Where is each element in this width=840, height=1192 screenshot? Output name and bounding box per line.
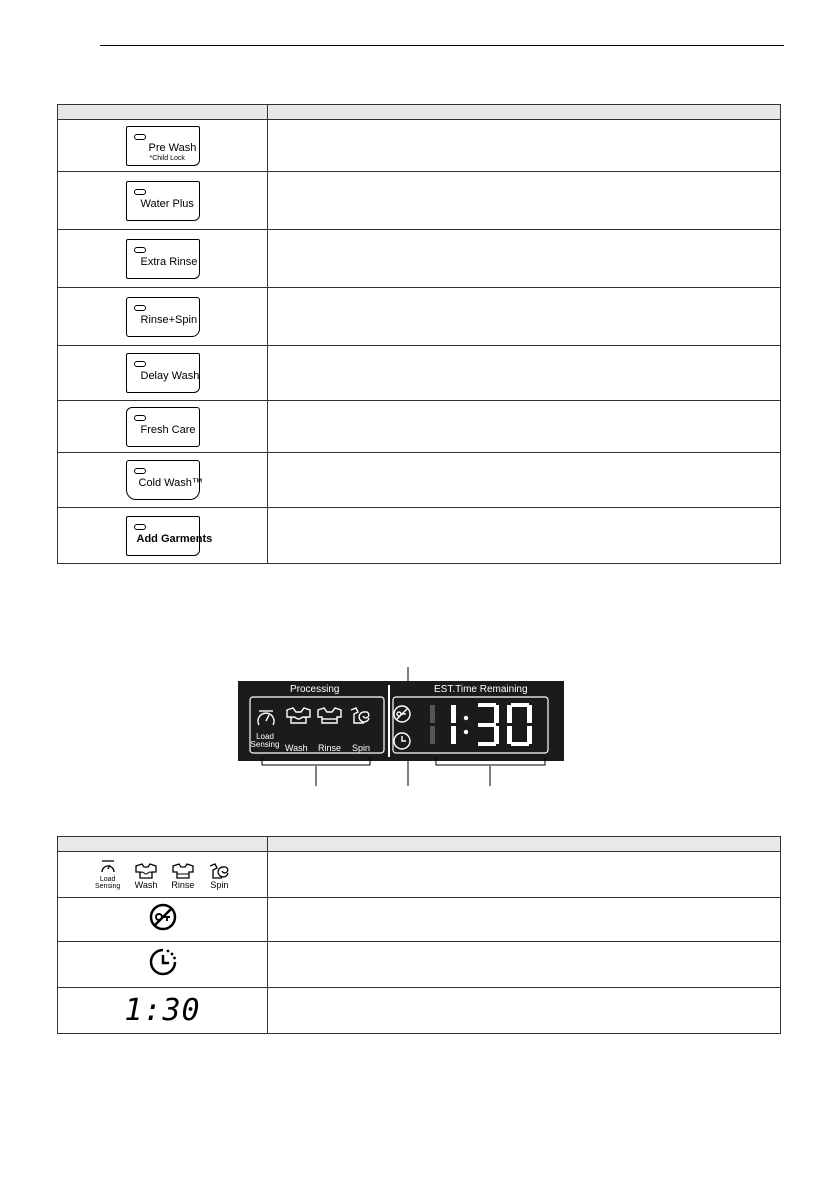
- description-cell: [268, 988, 781, 1034]
- button-label: Add Garments: [136, 532, 213, 545]
- time-hour-digit: [451, 705, 456, 744]
- button-label: Cold Wash™: [138, 477, 203, 489]
- stage-label: Load Sensing: [95, 875, 121, 890]
- description-cell: [268, 942, 781, 988]
- description-cell: [268, 852, 781, 898]
- rinse-icon: [172, 863, 194, 879]
- time-display-sample: 1:30: [124, 993, 201, 1028]
- description-cell: [268, 898, 781, 942]
- stage-label-rinse: Rinse: [318, 743, 342, 753]
- rinse-icon: [318, 708, 341, 723]
- wash-icon: [135, 863, 157, 879]
- time-minute-tens: [478, 703, 499, 746]
- delay-timer-icon: [147, 946, 179, 978]
- button-label: Pre Wash: [148, 141, 197, 154]
- button-label: Water Plus: [140, 197, 194, 210]
- stage-label: Rinse: [171, 879, 195, 890]
- control-display-panel: [238, 681, 564, 761]
- time-remaining-label: EST.Time Remaining: [434, 684, 528, 695]
- stage-label-wash: Wash: [285, 743, 308, 753]
- stage-icons-row: [58, 860, 267, 890]
- time-minute-ones: [507, 703, 532, 746]
- table-header-cell: [58, 837, 268, 852]
- load-sensing-icon: [258, 711, 274, 725]
- time-dim-digit: [430, 705, 435, 744]
- button-sublabel: *Child Lock: [149, 154, 185, 162]
- stage-label-load-sensing: Load Sensing: [250, 732, 280, 749]
- button-label: Delay Wash: [140, 370, 200, 382]
- stage-label: Wash: [134, 879, 158, 890]
- button-label: Rinse+Spin: [140, 313, 198, 326]
- spin-icon: [351, 708, 369, 723]
- indicators-table: [57, 836, 781, 1034]
- load-sensing-icon: [99, 860, 117, 874]
- delay-timer-icon: [394, 733, 410, 749]
- stage-label: Spin: [210, 879, 229, 890]
- spin-icon: [208, 863, 230, 879]
- stage-label-spin: Spin: [352, 743, 371, 753]
- child-lock-icon: [148, 902, 178, 932]
- processing-label: Processing: [290, 684, 340, 695]
- button-label: Fresh Care: [140, 423, 196, 436]
- table-header-cell: [268, 837, 781, 852]
- wash-icon: [287, 708, 310, 723]
- bracket-lines: [0, 755, 840, 775]
- time-colon: [464, 716, 468, 734]
- child-lock-icon: [394, 706, 410, 722]
- button-label: Extra Rinse: [140, 255, 198, 268]
